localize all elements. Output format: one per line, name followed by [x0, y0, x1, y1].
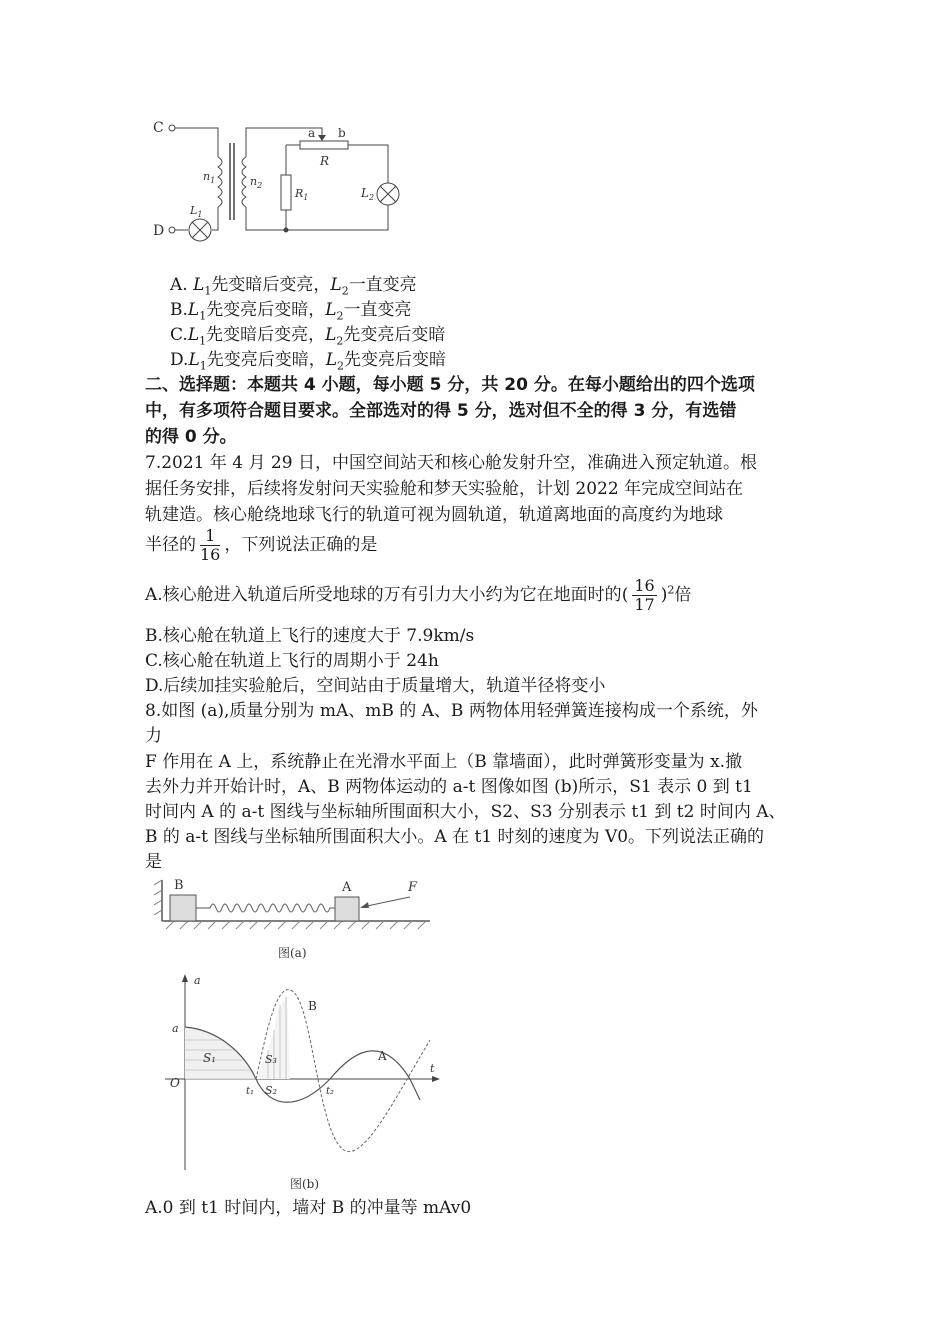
q7-line3: 轨建造。核心舱绕地球飞行的轨道可视为圆轨道，轨道离地面的高度约为地球	[145, 505, 723, 525]
q7-line4: 半径的 $\frac{1}{16}$ ，下列说法正确的是	[145, 526, 378, 564]
q6-option-d: $D.L_1$先变亮后变暗，$L_2$先变亮后变暗	[170, 350, 447, 373]
s1-label: S₁	[203, 1051, 217, 1065]
section2-heading-line3: 的得 0 分。	[145, 427, 237, 447]
terminal-d-label: D	[153, 223, 165, 239]
s1-region	[185, 1027, 256, 1079]
point-a-label: a	[308, 126, 316, 140]
q7-option-a: A.核心舱进入轨道后所受地球的万有引力大小约为它在地面时的( $\frac{16}{17}$ )$^2$倍	[145, 576, 692, 614]
origin-label: O	[170, 1076, 180, 1090]
resistor-r1	[281, 175, 291, 210]
slider-arrow	[318, 135, 326, 141]
point-b-label: b	[338, 126, 346, 140]
lamp-l2-cross	[380, 186, 396, 202]
secondary-coil	[242, 157, 246, 207]
block-a	[335, 897, 359, 921]
q8-line7: 是	[145, 852, 162, 872]
a-axis-arrow	[182, 974, 188, 982]
s3-region	[256, 995, 290, 1079]
n2-label: $n_2$	[250, 175, 263, 190]
lamp-l1-cross	[192, 222, 208, 238]
q8-line4: 去外力并开始计时，A、B 两物体运动的 a-t 图像如图 (b)所示，S1 表示 0 到 t1	[145, 777, 753, 797]
fraction-16-17: $\frac{16}{17}$	[634, 576, 655, 614]
l2-label: $L_2$	[361, 186, 375, 202]
primary-top-wire	[175, 128, 218, 157]
t-axis-arrow	[432, 1076, 440, 1082]
r-label: R	[320, 154, 330, 168]
at-graph-figure	[150, 970, 450, 1195]
block-b	[170, 895, 196, 921]
terminal-c-label: C	[153, 120, 164, 136]
section2-heading-line2: 中，有多项符合题目要求。全部选对的得 5 分，选对但不全的得 3 分，有选错	[145, 401, 737, 421]
s3-label: S₃	[265, 1053, 277, 1066]
terminal-d-node	[169, 227, 175, 233]
q8-line5: 时间内 A 的 a-t 图线与坐标轴所围面积大小，S2、S3 分别表示 t1 到 t2 时间内 A、	[145, 802, 786, 822]
block-b-label: B	[174, 878, 184, 893]
l1-label: $L_1$	[190, 204, 203, 219]
a-tick-label: a	[172, 1022, 179, 1035]
t-axis-label: t	[430, 1062, 435, 1075]
q8-line3: F 作用在 A 上，系统静止在光滑水平面上（B 靠墙面），此时弹簧形变量为 x.撤	[145, 752, 743, 772]
t2-label: t₂	[326, 1086, 335, 1097]
curve-a-label: A	[378, 1049, 387, 1063]
terminal-c-node	[169, 125, 175, 131]
q7-option-d: D.后续加挂实验舱后，空间站由于质量增大，轨道半径将变小	[145, 676, 606, 696]
q8-line6: B 的 a-t 图线与坐标轴所围面积大小。A 在 t1 时刻的速度为 V0。下列说法正确的	[145, 827, 765, 847]
n1-label: $n_1$	[203, 170, 216, 185]
curve-b-label: B	[308, 999, 317, 1013]
t1-label: t₁	[246, 1086, 255, 1097]
a-axis-label: a	[194, 974, 201, 987]
secondary-bottom-wire	[246, 205, 388, 230]
q6-option-b: $B.L_1$先变亮后变暗，$L_2$一直变亮	[170, 300, 412, 323]
fraction-1-16: $\frac{1}{16}$	[200, 526, 221, 564]
spring-system-figure	[150, 875, 440, 965]
wall-hatching	[154, 880, 162, 915]
transformer-circuit-figure	[150, 115, 400, 245]
r1-label: $R_1$	[295, 187, 309, 202]
junction-node	[284, 228, 289, 233]
force-f-arrowhead	[360, 902, 369, 908]
q8-line1: 8.如图 (a),质量分别为 mA、mB 的 A、B 两物体用轻弹簧连接构成一个系统，外	[145, 701, 758, 721]
floor-hatching	[166, 921, 426, 929]
force-f-arrow	[362, 897, 410, 907]
fig-a-caption: 图(a)	[278, 946, 307, 960]
rheostat-wires	[286, 145, 388, 183]
q8-option-a: A.0 到 t1 时间内，墙对 B 的冲量等 mAv0	[145, 1198, 472, 1218]
q6-option-c: $C.L_1$先变暗后变亮，$L_2$先变亮后变暗	[170, 325, 446, 348]
q7-line2: 据任务安排，后续将发射问天实验舱和梦天实验舱，计划 2022 年完成空间站在	[145, 479, 744, 499]
q7-option-b: B.核心舱在轨道上飞行的速度大于 7.9km/s	[145, 626, 475, 646]
fig-b-caption: 图(b)	[290, 1177, 320, 1191]
spring	[196, 904, 335, 912]
primary-coil	[218, 157, 222, 207]
primary-bottom-wire	[212, 207, 218, 230]
s2-label: S₂	[265, 1084, 277, 1097]
force-f-label: F	[408, 880, 418, 895]
q6-option-a: A. $L_1$先变暗后变亮，$L_2$一直变亮	[170, 275, 417, 298]
q7-line1: 7.2021 年 4 月 29 日，中国空间站天和核心舱发射升空，准确进入预定轨道。根	[145, 453, 757, 473]
q8-line2: 力	[145, 726, 162, 746]
q7-option-c: C.核心舱在轨道上飞行的周期小于 24h	[145, 651, 439, 671]
section2-heading-line1: 二、选择题：本题共 4 小题，每小题 5 分，共 20 分。在每小题给出的四个选项	[145, 375, 755, 395]
rheostat-r	[300, 141, 348, 149]
block-a-label: A	[342, 880, 352, 895]
